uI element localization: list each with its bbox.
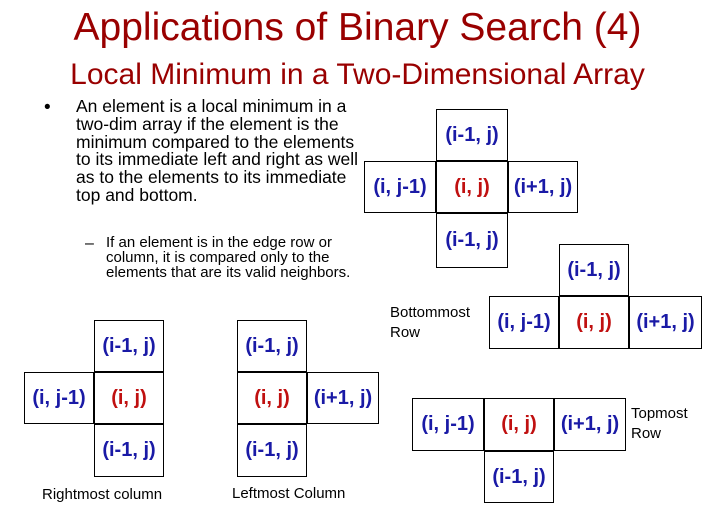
- bullet-marker: •: [44, 97, 51, 118]
- center-left-cell: (i, j-1): [364, 161, 436, 213]
- topmost-left-cell: (i, j-1): [412, 398, 484, 451]
- bottommost-middle-cell: (i, j): [559, 296, 629, 349]
- leftmost-column-caption: Leftmost Column: [232, 485, 346, 502]
- rightmost-bottom-cell: (i-1, j): [94, 424, 164, 477]
- topmost-bottom-cell: (i-1, j): [484, 451, 554, 503]
- sub-bullet-marker: –: [85, 235, 94, 252]
- center-middle-cell: (i, j): [436, 161, 508, 213]
- center-right-cell: (i+1, j): [508, 161, 578, 213]
- topmost-right-cell: (i+1, j): [554, 398, 626, 451]
- center-bottom-cell: (i-1, j): [436, 213, 508, 268]
- sub-bullet-text: If an element is in the edge row or column, it is compared only to the elements that are its valid neighbors.: [106, 234, 351, 281]
- rightmost-top-cell: (i-1, j): [94, 320, 164, 372]
- topmost-row-caption: Topmost Row: [631, 405, 688, 442]
- center-top-cell: (i-1, j): [436, 109, 508, 161]
- leftmost-middle-cell: (i, j): [237, 372, 307, 424]
- leftmost-bottom-cell: (i-1, j): [237, 424, 307, 477]
- slide-subtitle: Local Minimum in a Two-Dimensional Array: [70, 58, 645, 91]
- bottommost-row-caption: Bottommost Row: [390, 304, 471, 341]
- rightmost-left-cell: (i, j-1): [24, 372, 94, 424]
- rightmost-column-caption: Rightmost column: [42, 486, 163, 503]
- slide-title: Applications of Binary Search (4): [73, 6, 642, 49]
- leftmost-right-cell: (i+1, j): [307, 372, 379, 424]
- topmost-middle-cell: (i, j): [484, 398, 554, 451]
- bullet-text: An element is a local minimum in a two-dim array if the element is the minimum compared to the elements to its immediate left and right as well as to the elements to its immediate top and bottom.: [76, 96, 359, 205]
- rightmost-middle-cell: (i, j): [94, 372, 164, 424]
- leftmost-top-cell: (i-1, j): [237, 320, 307, 372]
- bottommost-left-cell: (i, j-1): [489, 296, 559, 349]
- bottommost-right-cell: (i+1, j): [629, 296, 702, 349]
- bottommost-top-cell: (i-1, j): [559, 244, 629, 296]
